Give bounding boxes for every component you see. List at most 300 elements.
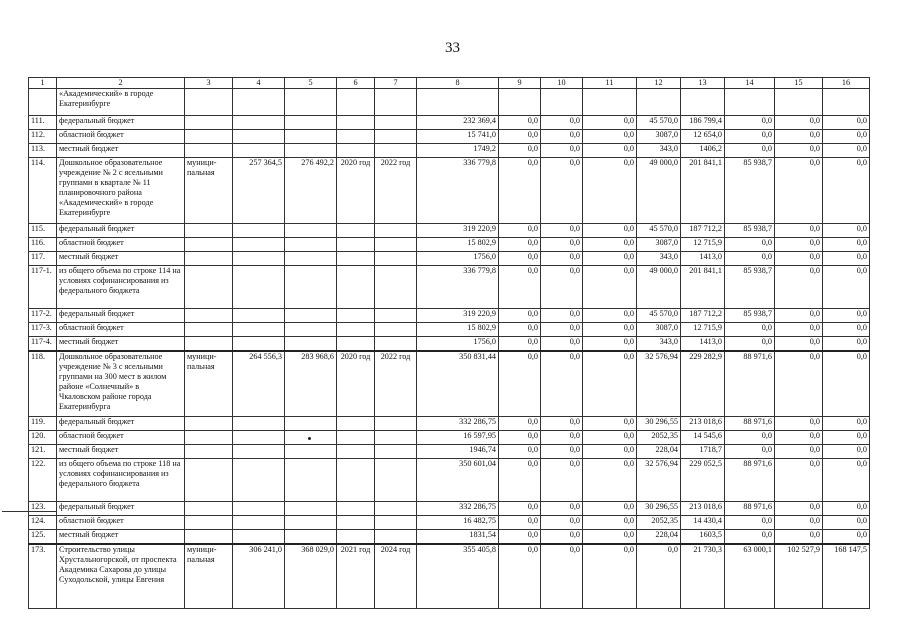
- table-cell: 0,0: [775, 516, 823, 530]
- table-cell: 0,0: [499, 502, 541, 516]
- table-cell: 0,0: [637, 544, 681, 609]
- table-cell: 257 364,5: [233, 158, 285, 224]
- row-label-cell: областной бюджет: [57, 323, 185, 337]
- table-cell: 12 654,0: [681, 130, 725, 144]
- row-label-cell: федеральный бюджет: [57, 309, 185, 323]
- row-number-cell: 123.: [29, 502, 57, 516]
- table-cell: 0,0: [583, 445, 637, 459]
- table-cell: 0,0: [725, 116, 775, 130]
- table-cell: [185, 445, 233, 459]
- table-cell: 1756,0: [417, 252, 499, 266]
- table-cell: 0,0: [775, 130, 823, 144]
- table-cell: [233, 323, 285, 337]
- table-cell: [337, 323, 375, 337]
- table-cell: 3087,0: [637, 238, 681, 252]
- table-cell: 0,0: [541, 351, 583, 417]
- table-cell: 0,0: [583, 224, 637, 238]
- row-label-cell: из общего объема по строке 118 на условиях софинансирования из федерального бюджета: [57, 459, 185, 502]
- table-cell: 0,0: [541, 144, 583, 158]
- table-cell: [337, 516, 375, 530]
- table-cell: 0,0: [583, 252, 637, 266]
- table-cell: 0,0: [541, 544, 583, 609]
- header-cell: 1: [29, 78, 57, 89]
- table-cell: [375, 144, 417, 158]
- table-cell: 0,0: [541, 417, 583, 431]
- table-cell: 0,0: [823, 224, 870, 238]
- table-cell: [185, 431, 233, 445]
- table-cell: [337, 130, 375, 144]
- table-cell: 332 286,75: [417, 417, 499, 431]
- table-cell: [375, 516, 417, 530]
- table-cell: [637, 89, 681, 116]
- row-number-cell: 117-3.: [29, 323, 57, 337]
- table-cell: [337, 502, 375, 516]
- row-label-cell: федеральный бюджет: [57, 417, 185, 431]
- table-cell: 15 802,9: [417, 323, 499, 337]
- table-cell: 0,0: [823, 144, 870, 158]
- table-cell: 32 576,94: [637, 459, 681, 502]
- table-row: [29, 459, 870, 502]
- table-cell: 0,0: [775, 459, 823, 502]
- table-cell: [233, 417, 285, 431]
- table-cell: [233, 459, 285, 502]
- table-cell: [285, 116, 337, 130]
- row-number-cell: 117-4.: [29, 337, 57, 352]
- table-cell: [583, 89, 637, 116]
- table-row: [29, 351, 870, 417]
- table-cell: [233, 530, 285, 545]
- table-cell: [285, 502, 337, 516]
- table-cell: муници-пальная: [185, 351, 233, 417]
- table-cell: [285, 238, 337, 252]
- table-cell: [233, 116, 285, 130]
- table-cell: [375, 89, 417, 116]
- table-cell: 2052,35: [637, 516, 681, 530]
- table-cell: 0,0: [775, 238, 823, 252]
- table-cell: [233, 266, 285, 309]
- row-label-cell: «Академический» в городе Екатеринбурге: [57, 89, 185, 116]
- table-cell: [185, 459, 233, 502]
- table-cell: 0,0: [823, 252, 870, 266]
- row-number-cell: 122.: [29, 459, 57, 502]
- table-cell: 0,0: [823, 158, 870, 224]
- table-row: [29, 89, 870, 116]
- table-cell: [233, 309, 285, 323]
- table-cell: 0,0: [725, 238, 775, 252]
- table-cell: [233, 337, 285, 352]
- row-number-cell: 120.: [29, 431, 57, 445]
- table-cell: 0,0: [541, 252, 583, 266]
- table-cell: 1718,7: [681, 445, 725, 459]
- table-cell: [337, 445, 375, 459]
- row-label-cell: Строительство улицы Хрустальногорской, от проспекта Академика Сахарова до улицы Суходольской, улицы Евгения: [57, 544, 185, 609]
- table-cell: 228,04: [637, 530, 681, 545]
- table-cell: 213 018,6: [681, 502, 725, 516]
- table-cell: 0,0: [499, 516, 541, 530]
- table-cell: 3087,0: [637, 130, 681, 144]
- table-cell: 343,0: [637, 144, 681, 158]
- table-cell: 0,0: [541, 238, 583, 252]
- table-cell: 0,0: [823, 431, 870, 445]
- table-cell: 0,0: [499, 530, 541, 545]
- table-cell: 45 570,0: [637, 116, 681, 130]
- table-cell: 0,0: [725, 530, 775, 545]
- table-cell: 0,0: [541, 516, 583, 530]
- row-label-cell: областной бюджет: [57, 431, 185, 445]
- table-cell: [285, 89, 337, 116]
- table-cell: 0,0: [583, 544, 637, 609]
- table-cell: [337, 530, 375, 545]
- table-cell: 0,0: [775, 252, 823, 266]
- table-cell: [285, 266, 337, 309]
- table-cell: [185, 144, 233, 158]
- table-row: [29, 116, 870, 130]
- table-row: [29, 144, 870, 158]
- table-cell: 0,0: [775, 224, 823, 238]
- table-cell: [185, 323, 233, 337]
- table-cell: 88 971,6: [725, 502, 775, 516]
- budget-table: [28, 77, 870, 609]
- header-cell: 13: [681, 78, 725, 89]
- table-cell: [375, 530, 417, 545]
- table-row: [29, 323, 870, 337]
- table-cell: 0,0: [499, 544, 541, 609]
- table-cell: [417, 89, 499, 116]
- table-row: [29, 309, 870, 323]
- header-cell: 2: [57, 78, 185, 89]
- header-cell: 4: [233, 78, 285, 89]
- row-label-cell: областной бюджет: [57, 238, 185, 252]
- table-cell: 201 841,1: [681, 158, 725, 224]
- table-cell: 2052,35: [637, 431, 681, 445]
- table-cell: 0,0: [583, 309, 637, 323]
- table-cell: [375, 431, 417, 445]
- table-cell: [285, 459, 337, 502]
- table-cell: 1946,74: [417, 445, 499, 459]
- table-cell: 1406,2: [681, 144, 725, 158]
- header-cell: 9: [499, 78, 541, 89]
- table-cell: [285, 309, 337, 323]
- table-cell: 0,0: [583, 417, 637, 431]
- table-cell: 0,0: [725, 337, 775, 352]
- table-cell: [233, 445, 285, 459]
- table-cell: 0,0: [541, 323, 583, 337]
- table-cell: 0,0: [823, 445, 870, 459]
- table-cell: 168 147,5: [823, 544, 870, 609]
- table-cell: [285, 516, 337, 530]
- table-cell: 0,0: [823, 323, 870, 337]
- margin-pen-mark: [2, 511, 57, 512]
- table-cell: 45 570,0: [637, 309, 681, 323]
- table-cell: 0,0: [583, 144, 637, 158]
- table-cell: [375, 266, 417, 309]
- table-row: [29, 431, 870, 445]
- table-cell: 213 018,6: [681, 417, 725, 431]
- table-cell: 14 545,6: [681, 431, 725, 445]
- table-cell: 228,04: [637, 445, 681, 459]
- table-cell: 0,0: [541, 130, 583, 144]
- table-cell: 332 286,75: [417, 502, 499, 516]
- table-cell: [285, 417, 337, 431]
- table-cell: 0,0: [583, 351, 637, 417]
- table-cell: 0,0: [725, 130, 775, 144]
- table-cell: 0,0: [541, 431, 583, 445]
- table-cell: 1831,54: [417, 530, 499, 545]
- table-cell: 0,0: [499, 431, 541, 445]
- table-cell: 85 938,7: [725, 266, 775, 309]
- table-cell: 0,0: [499, 252, 541, 266]
- table-cell: 0,0: [541, 116, 583, 130]
- table-cell: 63 000,1: [725, 544, 775, 609]
- table-cell: [185, 89, 233, 116]
- table-cell: 0,0: [499, 224, 541, 238]
- table-cell: 0,0: [823, 417, 870, 431]
- row-number-cell: 117-2.: [29, 309, 57, 323]
- table-cell: 88 971,6: [725, 459, 775, 502]
- table-cell: муници-пальная: [185, 544, 233, 609]
- table-cell: 0,0: [583, 516, 637, 530]
- table-cell: 0,0: [499, 445, 541, 459]
- row-label-cell: областной бюджет: [57, 130, 185, 144]
- table-cell: 229 282,9: [681, 351, 725, 417]
- table-cell: 45 570,0: [637, 224, 681, 238]
- row-label-cell: местный бюджет: [57, 252, 185, 266]
- table-cell: 0,0: [583, 266, 637, 309]
- table-cell: 0,0: [823, 516, 870, 530]
- table-cell: 0,0: [775, 351, 823, 417]
- table-cell: 0,0: [499, 130, 541, 144]
- row-number-cell: 173.: [29, 544, 57, 609]
- table-cell: [185, 530, 233, 545]
- table-cell: 0,0: [725, 516, 775, 530]
- table-cell: 0,0: [583, 502, 637, 516]
- header-cell: 16: [823, 78, 870, 89]
- table-cell: 85 938,7: [725, 309, 775, 323]
- header-cell: 10: [541, 78, 583, 89]
- table-cell: 32 576,94: [637, 351, 681, 417]
- table-cell: 0,0: [499, 116, 541, 130]
- table-cell: [285, 323, 337, 337]
- table-cell: [681, 89, 725, 116]
- table-cell: [185, 252, 233, 266]
- table-cell: [337, 238, 375, 252]
- table-cell: 0,0: [583, 323, 637, 337]
- row-label-cell: областной бюджет: [57, 516, 185, 530]
- table-cell: 0,0: [583, 459, 637, 502]
- table-cell: [375, 309, 417, 323]
- table-cell: [233, 516, 285, 530]
- row-number-cell: 117.: [29, 252, 57, 266]
- row-number-cell: 115.: [29, 224, 57, 238]
- table-cell: [375, 337, 417, 352]
- table-cell: 0,0: [499, 337, 541, 352]
- table-cell: 15 802,9: [417, 238, 499, 252]
- table-cell: 368 029,0: [285, 544, 337, 609]
- table-cell: 343,0: [637, 337, 681, 352]
- table-cell: 0,0: [499, 417, 541, 431]
- table-cell: [337, 89, 375, 116]
- table-cell: 16 482,75: [417, 516, 499, 530]
- table-cell: 2022 год: [375, 158, 417, 224]
- table-cell: 12 715,9: [681, 323, 725, 337]
- table-cell: [285, 530, 337, 545]
- table-cell: 15 741,0: [417, 130, 499, 144]
- table-cell: 0,0: [583, 158, 637, 224]
- table-cell: 0,0: [775, 323, 823, 337]
- table-row: [29, 158, 870, 224]
- header-cell: 11: [583, 78, 637, 89]
- table-cell: 30 296,55: [637, 502, 681, 516]
- header-cell: 5: [285, 78, 337, 89]
- table-cell: 0,0: [775, 266, 823, 309]
- table-cell: 264 556,3: [233, 351, 285, 417]
- table-cell: [499, 89, 541, 116]
- table-cell: 0,0: [541, 445, 583, 459]
- table-cell: [337, 431, 375, 445]
- table-cell: [185, 266, 233, 309]
- table-cell: [337, 337, 375, 352]
- table-cell: [285, 130, 337, 144]
- table-cell: 0,0: [823, 266, 870, 309]
- table-cell: 0,0: [823, 309, 870, 323]
- table-cell: 350 831,44: [417, 351, 499, 417]
- page-number: 33: [445, 40, 460, 56]
- table-cell: 336 779,8: [417, 158, 499, 224]
- table-cell: 0,0: [499, 158, 541, 224]
- table-cell: 49 000,0: [637, 266, 681, 309]
- table-cell: 0,0: [823, 502, 870, 516]
- table-cell: [233, 431, 285, 445]
- table-cell: 0,0: [541, 309, 583, 323]
- table-cell: 0,0: [541, 337, 583, 352]
- table-cell: [185, 224, 233, 238]
- table-cell: 0,0: [725, 323, 775, 337]
- table-row: [29, 502, 870, 516]
- table-cell: [185, 130, 233, 144]
- header-row: [29, 78, 870, 89]
- table-cell: [233, 144, 285, 158]
- table-cell: 88 971,6: [725, 417, 775, 431]
- row-label-cell: из общего объема по строке 114 на условиях софинансирования из федерального бюджета: [57, 266, 185, 309]
- table-cell: 276 492,2: [285, 158, 337, 224]
- table-row: [29, 224, 870, 238]
- table-cell: 1749,2: [417, 144, 499, 158]
- row-number-cell: [29, 89, 57, 116]
- table-cell: [337, 252, 375, 266]
- table-cell: [337, 144, 375, 158]
- table-cell: 0,0: [725, 144, 775, 158]
- table-cell: 0,0: [775, 337, 823, 352]
- table-cell: [375, 445, 417, 459]
- table-row: [29, 516, 870, 530]
- table-cell: 0,0: [823, 351, 870, 417]
- table-cell: 187 712,2: [681, 224, 725, 238]
- row-number-cell: 118.: [29, 351, 57, 417]
- row-label-cell: федеральный бюджет: [57, 116, 185, 130]
- table-cell: 2020 год: [337, 351, 375, 417]
- table-cell: 0,0: [775, 502, 823, 516]
- table-cell: [185, 337, 233, 352]
- table-cell: [185, 309, 233, 323]
- table-cell: 0,0: [541, 459, 583, 502]
- table-cell: 0,0: [823, 337, 870, 352]
- table-cell: [337, 116, 375, 130]
- table-cell: 0,0: [583, 431, 637, 445]
- table-cell: [725, 89, 775, 116]
- table-cell: 14 430,4: [681, 516, 725, 530]
- row-number-cell: 124.: [29, 516, 57, 530]
- table-cell: 0,0: [823, 130, 870, 144]
- table-row: [29, 130, 870, 144]
- table-cell: [375, 252, 417, 266]
- table-cell: 2022 год: [375, 351, 417, 417]
- table-cell: 319 220,9: [417, 224, 499, 238]
- header-cell: 8: [417, 78, 499, 89]
- row-label-cell: местный бюджет: [57, 445, 185, 459]
- table-cell: 30 296,55: [637, 417, 681, 431]
- table-cell: 85 938,7: [725, 224, 775, 238]
- table-cell: 229 052,5: [681, 459, 725, 502]
- table-cell: 0,0: [541, 502, 583, 516]
- table-cell: 283 968,6: [285, 351, 337, 417]
- row-number-cell: 116.: [29, 238, 57, 252]
- table-cell: 187 712,2: [681, 309, 725, 323]
- row-number-cell: 112.: [29, 130, 57, 144]
- row-label-cell: местный бюджет: [57, 144, 185, 158]
- table-cell: [375, 116, 417, 130]
- header-cell: 6: [337, 78, 375, 89]
- table-cell: [337, 266, 375, 309]
- table-cell: [375, 130, 417, 144]
- header-cell: 12: [637, 78, 681, 89]
- table-cell: 0,0: [823, 116, 870, 130]
- row-number-cell: 117-1.: [29, 266, 57, 309]
- table-cell: 0,0: [541, 158, 583, 224]
- table-cell: [285, 445, 337, 459]
- table-cell: [185, 116, 233, 130]
- table-row: [29, 445, 870, 459]
- table-cell: 102 527,9: [775, 544, 823, 609]
- table-cell: 3087,0: [637, 323, 681, 337]
- table-cell: 88 971,6: [725, 351, 775, 417]
- ink-dot: [308, 437, 311, 440]
- table-cell: 0,0: [725, 445, 775, 459]
- table-cell: [775, 89, 823, 116]
- table-row: [29, 417, 870, 431]
- table-cell: [233, 130, 285, 144]
- table-cell: 0,0: [823, 530, 870, 545]
- table-cell: 0,0: [775, 417, 823, 431]
- table-cell: 21 730,3: [681, 544, 725, 609]
- table-cell: 12 715,9: [681, 238, 725, 252]
- table-cell: [285, 252, 337, 266]
- table-cell: 319 220,9: [417, 309, 499, 323]
- table-cell: 306 241,0: [233, 544, 285, 609]
- table-cell: [233, 238, 285, 252]
- row-label-cell: Дошкольное образовательное учреждение № 2 с ясельными группами в квартале № 11 планировочного района «Академический» в городе Екатеринбурге: [57, 158, 185, 224]
- table-cell: [285, 224, 337, 238]
- table-cell: 16 597,95: [417, 431, 499, 445]
- table-cell: [337, 459, 375, 502]
- table-cell: 0,0: [499, 323, 541, 337]
- row-number-cell: 111.: [29, 116, 57, 130]
- header-cell: 7: [375, 78, 417, 89]
- table-cell: 355 405,8: [417, 544, 499, 609]
- row-number-cell: 125.: [29, 530, 57, 545]
- table-cell: 0,0: [725, 431, 775, 445]
- table-cell: 0,0: [823, 459, 870, 502]
- table-row: [29, 530, 870, 545]
